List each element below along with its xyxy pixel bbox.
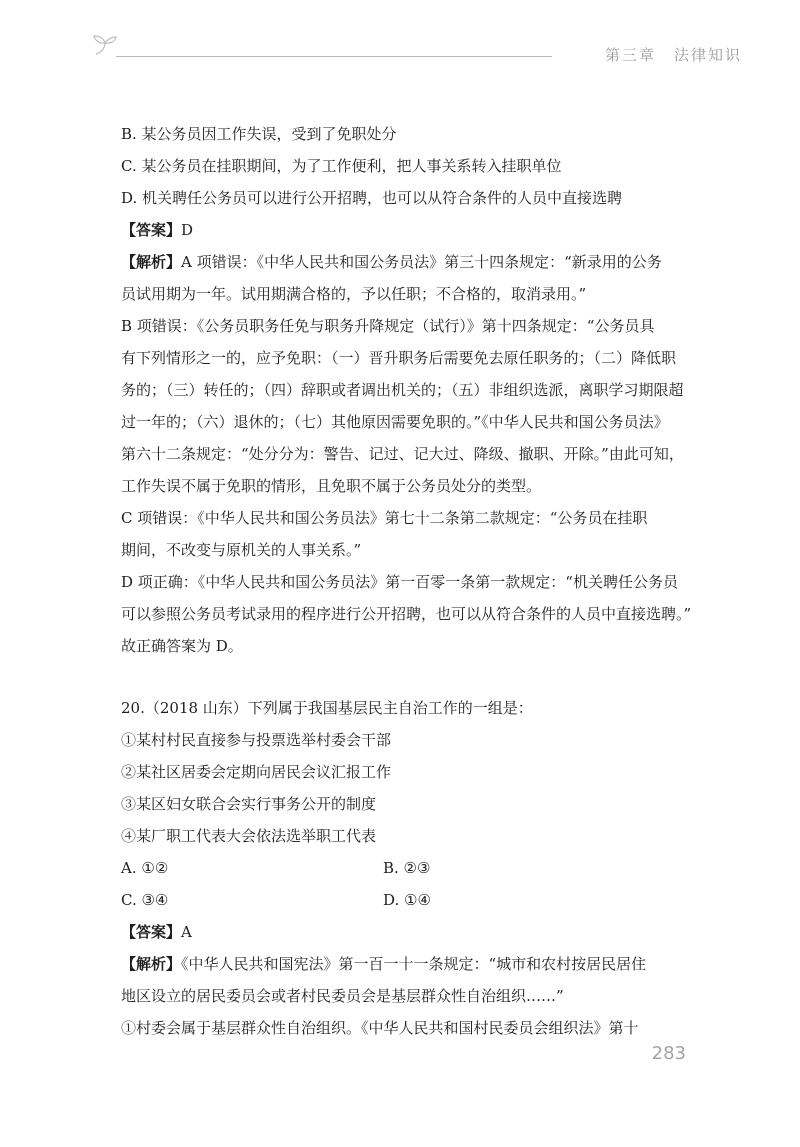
choice-c: C. ③④ — [121, 891, 169, 909]
choice-row — [121, 852, 681, 884]
analysis-line: 地区设立的居民委员会或者村民委员会是基层群众性自治组织……” — [121, 987, 564, 1005]
analysis-line: 期间，不改变与原机关的人事关系。” — [121, 541, 362, 559]
header-rule — [116, 56, 552, 57]
choice-d: D. ①④ — [383, 891, 431, 909]
analysis-line: D 项正确：《中华人民共和国公务员法》第一百零一条第一款规定：“机关聘任公务员 — [121, 573, 678, 591]
analysis-line: 第六十二条规定：“处分分为：警告、记过、记大过、降级、撤职、开除。”由此可知， — [121, 445, 684, 463]
question-item: ①某村村民直接参与投票选举村委会干部 — [121, 731, 392, 749]
choice-b: B. ②③ — [383, 859, 431, 877]
answer-tag: 【答案】 — [121, 221, 182, 239]
analysis-line: 务的；（三）转任的；（四）辞职或者调出机关的；（五）非组织选派，离职学习期限超 — [121, 381, 684, 399]
analysis-line — [121, 948, 681, 980]
choice-a: A. ①② — [121, 859, 169, 877]
analysis-line: B 项错误：《公务员职务任免与职务升降规定（试行）》第十四条规定：“公务员具 — [121, 317, 655, 335]
answer-line — [121, 214, 681, 246]
answer-tag: 【答案】 — [121, 923, 182, 941]
analysis-line: 有下列情形之一的，应予免职：（一）晋升职务后需要免去原任职务的；（二）降低职 — [121, 349, 677, 367]
page-number: 283 — [651, 1043, 686, 1064]
option-line: C. 某公务员在挂职期间，为了工作便利，把人事关系转入挂职单位 — [121, 157, 562, 175]
section-gap — [121, 662, 681, 692]
running-header — [92, 32, 742, 72]
analysis-line: 过一年的；（六）退休的；（七）其他原因需要免职的。”《中华人民共和国公务员法》 — [121, 413, 669, 431]
choice-row — [121, 884, 681, 916]
analysis-line: C 项错误：《中华人民共和国公务员法》第七十二条第二款规定：“公务员在挂职 — [121, 509, 648, 527]
answer-value: D — [181, 221, 194, 239]
option-line: B. 某公务员因工作失误，受到了免职处分 — [121, 125, 397, 143]
question-item: ②某社区居委会定期向居民会议汇报工作 — [121, 763, 392, 781]
analysis-text: 《中华人民共和国宪法》第一百一十一条规定：“城市和农村按居民居住 — [181, 955, 647, 973]
page-body — [121, 118, 692, 1044]
chapter-title — [605, 44, 742, 65]
analysis-line: 工作失误不属于免职的情形，且免职不属于公务员处分的类型。 — [121, 477, 542, 495]
conclusion-line: 故正确答案为 D。 — [121, 637, 243, 655]
chapter-name: 法律知识 — [673, 46, 742, 64]
question-item: ③某区妇女联合会实行事务公开的制度 — [121, 795, 377, 813]
analysis-line: 员试用期为一年。试用期满合格的，予以任职；不合格的，取消录用。” — [121, 285, 587, 303]
answer-value: A — [181, 923, 192, 941]
analysis-line — [121, 246, 681, 278]
analysis-text: A 项错误：《中华人民共和国公务员法》第三十四条规定：“新录用的公务 — [181, 253, 662, 271]
chapter-number: 第三章 — [604, 46, 656, 64]
question-item: ④某厂职工代表大会依法选举职工代表 — [121, 827, 377, 845]
option-line: D. 机关聘任公务员可以进行公开招聘，也可以从符合条件的人员中直接选聘 — [121, 189, 623, 207]
analysis-line: 可以参照公务员考试录用的程序进行公开招聘，也可以从符合条件的人员中直接选聘。” — [121, 605, 692, 623]
answer-line — [121, 916, 681, 948]
question-stem: 20.（2018 山东）下列属于我国基层民主自治工作的一组是： — [121, 699, 533, 717]
analysis-tag: 【解析】 — [121, 955, 182, 973]
analysis-line: ①村委会属于基层群众性自治组织。《中华人民共和国村民委员会组织法》第十 — [121, 1019, 639, 1037]
analysis-tag: 【解析】 — [121, 253, 182, 271]
sprout-icon — [92, 34, 118, 58]
